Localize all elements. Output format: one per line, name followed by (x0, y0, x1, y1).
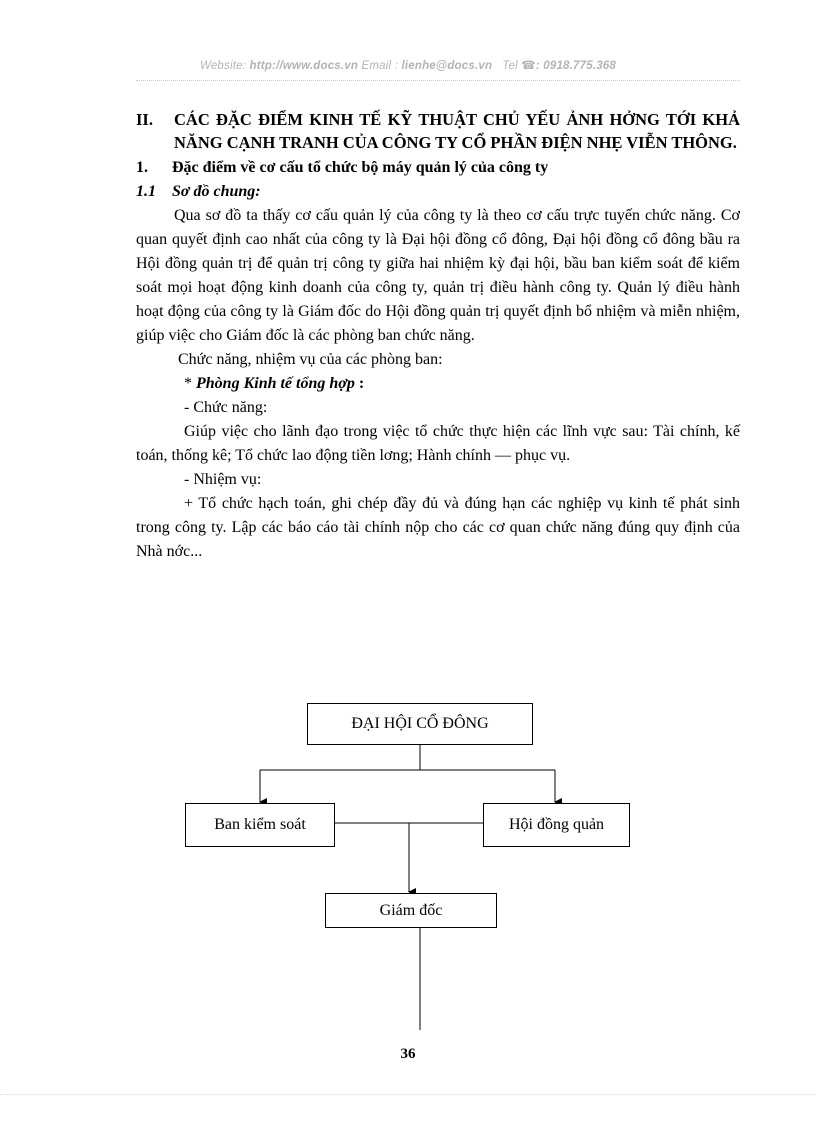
tel-label: Tel (502, 60, 518, 72)
department-colon: : (354, 375, 365, 392)
section-1-title: Đặc điểm về cơ cấu tổ chức bộ máy quản lý của công ty (172, 159, 549, 176)
department-name: Phòng Kinh tế tổng hợp (196, 375, 355, 392)
page-number: 36 (400, 1046, 416, 1062)
footer-divider (0, 1094, 816, 1095)
header-divider (136, 80, 740, 81)
body-paragraph: Qua sơ đồ ta thấy cơ cấu quản lý của công ty là theo cơ cấu trực tuyến chức năng. Cơ quan quyết định cao nhất của công ty là Đại hội đồng cổ đông, Đại hội đồng cổ đông bầu ra Hội đồng quản trị để quản trị công ty giữa hai nhiệm kỳ đại hội, bầu ban kiểm soát để kiểm soát mọi hoạt động kinh doanh của công ty, quản trị điều hành công ty. Quản lý điều hành hoạt động của công ty là Giám đốc do Hội đồng quản trị quyết định bổ nhiệm và miễn nhiệm, giúp việc cho Giám đốc là các phòng ban chức năng. (136, 207, 740, 344)
section-ii-number: II. (136, 110, 153, 129)
page-header (0, 58, 816, 72)
org-box-dai-hoi: ĐẠI HỘI CỔ ĐÔNG (307, 703, 533, 745)
functions-intro: Chức năng, nhiệm vụ của các phòng ban: (178, 351, 443, 368)
tel-number: : 0918.775.368 (535, 60, 617, 72)
bullet-star: * (184, 375, 196, 392)
duty-label: - Nhiệm vụ: (184, 471, 262, 488)
function-label: - Chức năng: (184, 399, 268, 416)
section-1-heading (136, 156, 740, 180)
section-1-1-number: 1.1 (136, 183, 156, 200)
org-box-hoi-dong-quan: Hội đồng quản (483, 803, 630, 847)
duty-text: + Tổ chức hạch toán, ghi chép đầy đủ và đúng hạn các nghiệp vụ kinh tế phát sinh trong công ty. Lập các báo cáo tài chính nộp cho các cơ quan chức năng đúng quy định của Nhà nớc... (136, 495, 740, 560)
org-box-ban-kiem-soat: Ban kiểm soát (185, 803, 335, 847)
page-content (136, 108, 740, 564)
section-ii-title: CÁC ĐẶC ĐIỂM KINH TẾ KỸ THUẬT CHỦ YẾU ẢNH HỞNG TỚI KHẢ NĂNG CẠNH TRANH CỦA CÔNG TY CỔ PHẦN ĐIỆN NHẸ VIỄN THÔNG. (174, 110, 740, 152)
website-label: Website: (199, 60, 247, 72)
email-address[interactable]: lienhe@docs.vn (401, 60, 493, 72)
section-1-1-title: Sơ đồ chung: (172, 183, 261, 200)
email-label: Email : (361, 60, 399, 72)
org-box-giam-doc: Giám đốc (325, 893, 497, 928)
department-heading (136, 372, 740, 396)
section-1-number: 1. (136, 159, 148, 176)
function-text: Giúp việc cho lãnh đạo trong việc tổ chức thực hiện các lĩnh vực sau: Tài chính, kế toán, thống kê; Tổ chức lao động tiền lơng; Hành chính — phục vụ. (136, 423, 740, 464)
section-1-1-heading (136, 180, 740, 204)
website-url[interactable]: http://www.docs.vn (249, 60, 359, 72)
phone-icon: ☎ (521, 60, 536, 72)
section-ii-heading (136, 108, 740, 154)
